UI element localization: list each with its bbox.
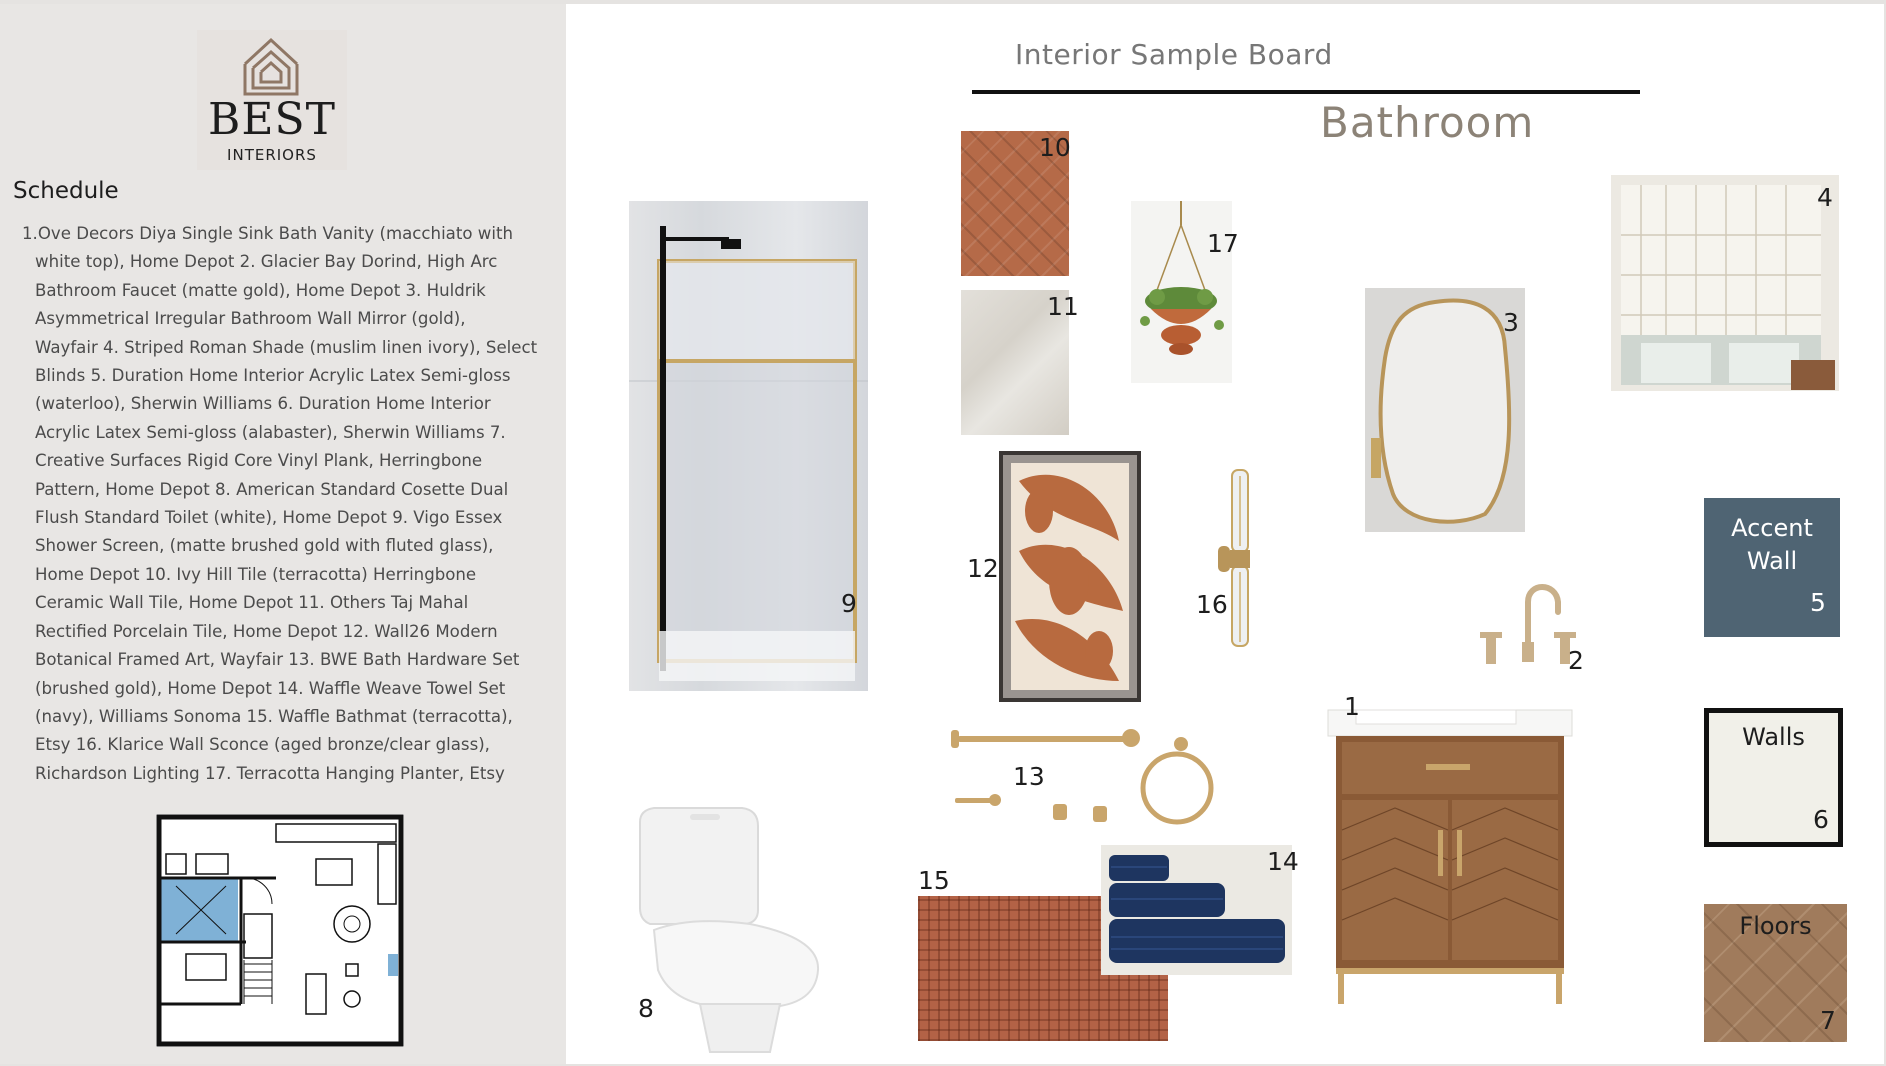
shower-screen [629, 201, 868, 691]
item-number-15: 15 [918, 866, 950, 895]
shower-screen-icon [629, 201, 868, 691]
schedule-line: Flush Standard Toilet (white), Home Depot 9. Vigo Essex [35, 508, 503, 528]
schedule-line: Home Depot 10. Ivy Hill Tile (terracotta) Herringbone [35, 564, 477, 584]
vanity-icon [1326, 690, 1574, 1008]
terracotta-wall-tile [961, 131, 1069, 276]
schedule-line: white top), Home Depot 2. Glacier Bay Dorind, High Arc [35, 252, 498, 272]
schedule-line: Creative Surfaces Rigid Core Vinyl Plank, Herringbone [35, 451, 483, 471]
item-number: 3 [1503, 308, 1519, 337]
title-divider [972, 90, 1640, 94]
schedule-line: (waterloo), Sherwin Williams 6. Duration Home Interior [35, 394, 491, 414]
board-subtitle: Bathroom [1320, 98, 1535, 147]
walls-label: Walls [1742, 723, 1805, 751]
hardware-icon [951, 724, 1201, 834]
schedule-line: Ceramic Wall Tile, Home Depot 11. Others Taj Mahal [35, 593, 469, 613]
floors-swatch [1704, 904, 1847, 1042]
schedule-line: Acrylic Latex Semi-gloss (alabaster), Sherwin Williams 7. [35, 422, 506, 442]
floor-plan [156, 814, 404, 1047]
schedule-line: Richardson Lighting 17. Terracotta Hanging Planter, Etsy [35, 763, 505, 783]
faucet-icon [1470, 572, 1580, 674]
botanical-art-icon [999, 451, 1141, 702]
schedule-line: Rectified Porcelain Tile, Home Depot 12. Wall26 Modern [35, 621, 498, 641]
schedule-line: (navy), Williams Sonoma 15. Waffle Bathmat (terracotta), [35, 706, 513, 726]
schedule-line: Pattern, Home Depot 8. American Standard Cosette Dual [35, 479, 509, 499]
item-number: 9 [841, 589, 857, 618]
floors-label: Floors [1739, 912, 1812, 940]
schedule-line: (brushed gold), Home Depot 14. Waffle Weave Towel Set [35, 678, 506, 698]
logo-subtitle: INTERIORS [227, 146, 317, 164]
item-number: 7 [1820, 1006, 1836, 1035]
board-title: Interior Sample Board [1015, 38, 1333, 71]
item-number-2: 2 [1568, 646, 1584, 675]
wall-sconce [1218, 466, 1258, 652]
schedule-line: 1.Ove Decors Diya Single Sink Bath Vanity (macchiato with [22, 224, 513, 243]
bath-vanity [1326, 690, 1574, 1008]
schedule-line: Wayfair 4. Striped Roman Shade (muslim linen ivory), Select [35, 337, 538, 357]
accent-label-line: Wall [1746, 547, 1798, 575]
hanging-planter [1131, 201, 1239, 383]
logo-brand: BEST [208, 94, 336, 145]
schedule-line: Shower Screen, (matte brushed gold with fluted glass), [35, 536, 494, 556]
item-number: 8 [638, 994, 654, 1023]
schedule-line: Blinds 5. Duration Home Interior Acrylic Latex Semi-gloss [35, 366, 511, 386]
accent-wall-label [1704, 512, 1840, 578]
item-number: 10 [1039, 133, 1071, 162]
botanical-framed-art [999, 451, 1141, 702]
schedule-line: Bathroom Faucet (matte gold), Home Depot 3. Huldrik [35, 280, 486, 300]
item-number-12: 12 [967, 554, 999, 583]
schedule-panel [0, 4, 566, 1064]
item-number: 6 [1813, 805, 1829, 834]
item-number: 17 [1207, 229, 1239, 258]
window-shade-icon [1611, 175, 1839, 391]
towels-icon [1101, 845, 1292, 975]
item-number-13: 13 [1013, 762, 1045, 791]
schedule-line: Etsy 16. Klarice Wall Sconce (aged bronze/clear glass), [35, 735, 490, 755]
schedule-line: Botanical Framed Art, Wayfair 13. BWE Bath Hardware Set [35, 650, 520, 670]
logo [197, 30, 347, 170]
item-number: 5 [1810, 588, 1826, 617]
bathroom-faucet [1470, 572, 1580, 674]
bath-hardware-set [951, 724, 1201, 834]
item-number: 14 [1267, 847, 1299, 876]
item-number-16: 16 [1196, 590, 1228, 619]
sconce-icon [1218, 466, 1258, 652]
porcelain-floor-tile [961, 290, 1079, 435]
schedule-title: Schedule [13, 178, 119, 204]
schedule-list [22, 220, 564, 788]
accent-wall-swatch [1704, 498, 1840, 637]
schedule-line: Asymmetrical Irregular Bathroom Wall Mirror (gold), [35, 309, 466, 329]
wall-mirror [1365, 288, 1525, 532]
house-logo-icon [241, 34, 301, 98]
roman-shade [1611, 175, 1839, 391]
walls-swatch [1704, 708, 1843, 847]
item-number: 11 [1047, 292, 1079, 321]
toilet [630, 800, 830, 1056]
mirror-icon [1365, 288, 1525, 532]
item-number: 4 [1817, 183, 1833, 212]
item-number: 1 [1344, 692, 1360, 721]
toilet-icon [630, 800, 830, 1056]
waffle-towel-set [1101, 845, 1299, 975]
accent-label-line: Accent [1731, 514, 1813, 542]
